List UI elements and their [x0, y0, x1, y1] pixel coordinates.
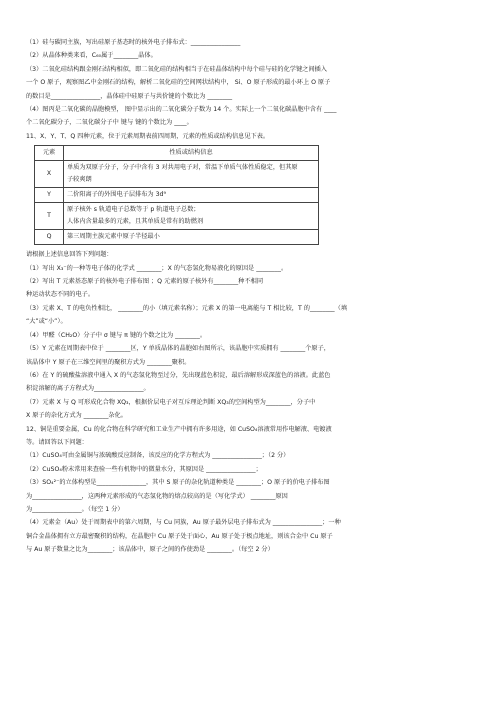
question-line: 种运动状态不同的电子。 [26, 291, 95, 299]
info-line: 子较爽朗 [67, 176, 92, 184]
section-q11-questions [26, 248, 478, 422]
q12-intro [26, 423, 478, 450]
question-line: （2）从晶体种类来看，C₆₀属于________晶体。 [26, 52, 157, 60]
info-line: 原子核外 s 轨道电子总数等于 p 轨道电子总数； [67, 206, 200, 214]
question-line: （7）元素 X 与 Q 可形成化合物 XQ₃，根据价层电子对互斥理论判断 XQ₃的空间构型为________，分子中 [26, 398, 316, 406]
info-line: 二价阳离子的外围电子层排布为 3d⁹ [67, 191, 166, 199]
question-line: （2）CuSO₄粉末常用来查验一些有机物中的微量水分，其原因是 ________________； [26, 465, 262, 473]
question-line: 为________________，这两种元素形成的气态氢化物的熔点较高的是（写化学式） ________原因 [26, 492, 288, 500]
question-line: （3）SO₄²⁻的立体构型是________________，其中 S 原子的杂化轨道种类是 ________；O 原子的价电子排布图 [26, 479, 330, 487]
question-line: （5）Y 元素在周期表中位于 ________区，Y 单质晶体的晶胞如右图所示，该晶胞中实质拥有 ________个原子， [26, 345, 330, 353]
question-line: 个二氧化碳分子，二氧化碳分子中 键与 键的个数比为 ____。 [26, 119, 193, 127]
element-info-table [34, 145, 319, 245]
question-line: （3）元素 X、T 的电负性相比， ________的小（填元素名称）；元素 X 的第一电离能与 T 相比较，T 的________（填 [26, 304, 348, 312]
question-line: （4）图丙是二氧化碳的晶胞模型， 图中显示出的二氧化碳分子数为 14 个。实际上一个二氧化碳晶胞中含有 ____ [26, 106, 337, 114]
table-row [35, 161, 319, 188]
table-header [35, 146, 319, 161]
element-info [64, 161, 319, 188]
element-symbol: T [35, 203, 64, 230]
info-line: 人体内含量最多的元素，且其单质是常有的助燃剂 [67, 218, 204, 226]
question-line: 铜合金晶体拥有立方最密聚积的结构，在晶胞中 Cu 原子处于面心，Au 原子处于极点地址，则该合金中 Cu 原子 [26, 532, 333, 540]
question-line: 该晶体中 Y 原子在三维空间里的聚积方式为 ________聚积。 [26, 358, 191, 366]
intro-line: 等。请回答以下问题： [26, 438, 88, 446]
worksheet [26, 36, 478, 557]
section-prev-questions [26, 36, 478, 130]
question-line: 积淀溶解的离子方程式为________________。 [26, 385, 150, 393]
element-symbol: Q [35, 230, 64, 245]
question-line: （1）CuSO₄可由金属铜与浓硫酸反应制备，该反应的化学方程式为 ________________；（2 分） [26, 452, 290, 460]
table-row [35, 188, 319, 203]
question-line: （4）元素金（Au）处于周期表中的第六周期，与 Cu 同族，Au 原子最外层电子排布式为 ________________；一种 [26, 519, 341, 527]
question-line: 的数目是________________，晶体硅中硅原子与共价键的个数比为 ________ [26, 92, 233, 100]
info-line: 第三周期主族元素中原子半径最小 [67, 233, 160, 241]
element-info [64, 188, 319, 203]
question-line: （3）二氧化硅结构跟金刚石结构相似，即二氧化硅的结构相当于在硅晶体结构中每个硅与硅的化学键之间插入 [26, 65, 327, 73]
question-line: （4）甲醛（CH₂O）分子中 σ 键与 π 键的个数之比为 ________。 [26, 331, 207, 339]
element-symbol: Y [35, 188, 64, 203]
question-line: （1）写出 X₃⁻的一种等电子体的化学式 ________；X 的气态氢化物易液化的原因是 ________。 [26, 264, 288, 272]
q11-intro: 11、X、Y、T、Q 四种元素，位于元素周期表前四周期，元素的性质或结构信息见下表。 [26, 132, 270, 140]
table-row [35, 230, 319, 245]
info-line: 单质为双原子分子，分子中含有 3 对共用电子对，常温下单质气体性质稳定，但其原 [67, 164, 298, 172]
element-info [64, 203, 319, 230]
question-line: （1）硅与碳同主族，写出硅原子基态时的核外电子排布式：________________ [26, 39, 241, 46]
question-line: “大”或“小”）。 [26, 318, 67, 326]
element-info [64, 230, 319, 245]
question-line: （2）写出 T 元素基态原子的核外电子排布图 ；Q 元素的原子核外有________种不相同 [26, 278, 264, 286]
header-info: 性质或结构信息 [64, 146, 319, 161]
question-line: （6）在 Y 的硫酸盐溶液中通入 X 的气态氢化物至过分，先出现蓝色积淀，最后溶解形成深蓝色的溶液。此蓝色 [26, 371, 331, 379]
intro-line: 12、铜是重要金属，Cu 的化合物在科学研究和工业生产中拥有许多用途，如 CuSO₄溶液常用作电解液、电镀液 [26, 425, 332, 433]
question-line: 与 Au 原子数量之比为________；该晶体中，原子之间的作使劲是 ________。（每空 2 分） [26, 546, 274, 554]
element-symbol: X [35, 161, 64, 188]
question-line: X 原子的杂化方式为 ________杂化。 [26, 412, 127, 420]
question-line: 为________________。（每空 1 分） [26, 505, 124, 513]
header-element: 元素 [35, 146, 64, 161]
question-line: 一个 O 原子，观察图乙中金刚石的结构，解析二氧化硅的空间网状结构中， Si、O 原子形成的最小环上 O 原子 [26, 79, 331, 87]
table-row [35, 203, 319, 230]
question-line: 请根据上述信息回答下列问题： [26, 251, 113, 259]
section-q12-questions [26, 449, 478, 556]
